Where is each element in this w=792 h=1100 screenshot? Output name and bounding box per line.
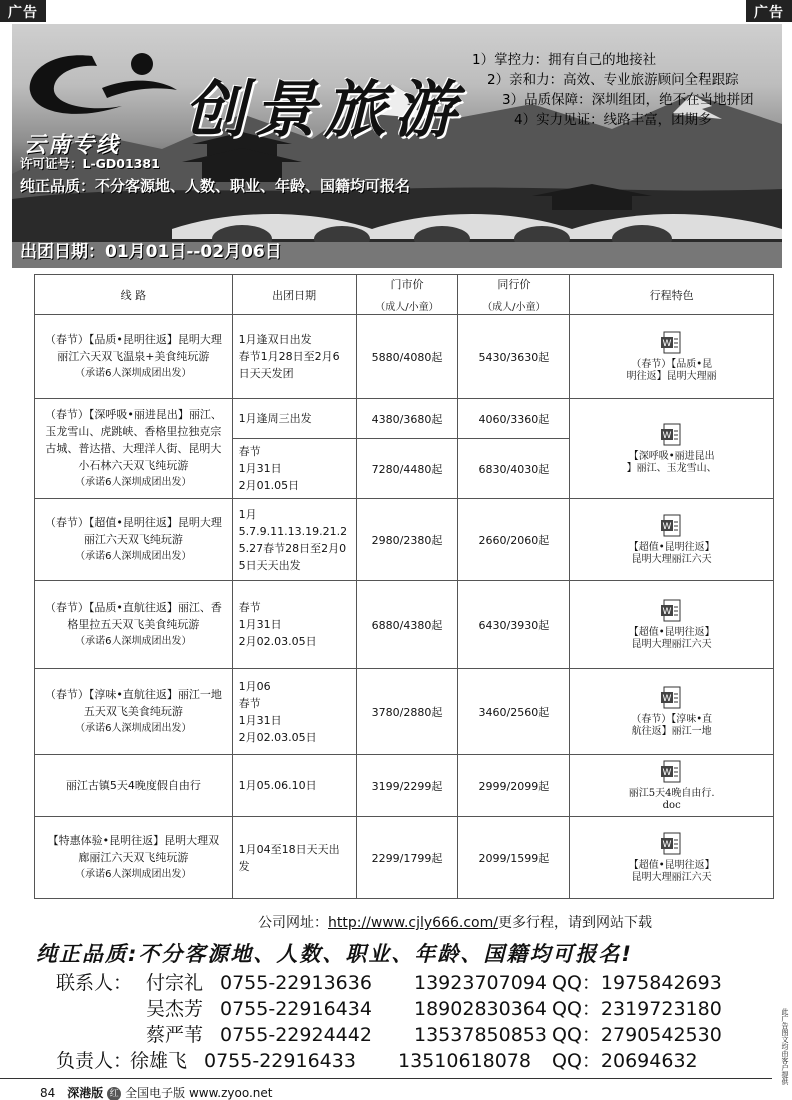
date-cell: 1月06 春节 1月31日 2月02.03.05日 bbox=[232, 669, 356, 755]
contact-qq: QQ：20694632 bbox=[552, 1050, 698, 1072]
features-list bbox=[452, 50, 782, 130]
feature-cell bbox=[570, 399, 774, 499]
peer-price-cell: 2099/1599起 bbox=[458, 817, 570, 899]
ad-label-right: 广告 bbox=[746, 0, 792, 22]
table-row bbox=[35, 669, 774, 755]
route-name: （春节）【深呼吸•丽进昆出】丽江、玉龙雪山、虎跳峡、香格里拉独克宗古城、普达措、大理洋人街、昆明大小石林六天双飞纯玩游 bbox=[44, 408, 222, 472]
header-price bbox=[356, 275, 458, 315]
company-logo bbox=[22, 46, 182, 126]
route-name: （春节）【超值•昆明往返】昆明大理丽江六天双飞纯玩游 bbox=[44, 516, 222, 546]
brand-title: 创景旅游 bbox=[184, 73, 465, 146]
header-price-sub: （成人/小童） bbox=[375, 302, 439, 313]
site-label: 全国电子版 www.zyoo.net bbox=[125, 1086, 273, 1100]
route-note: （承诺6人深圳成团出发） bbox=[75, 636, 192, 647]
contact-qq: QQ：1975842693 bbox=[552, 972, 722, 994]
date-cell: 1月逢双日出发 春节1月28日至2月6日天天发团 bbox=[232, 315, 356, 399]
route-name: （春节）【品质•昆明往返】昆明大理丽江六天双飞温泉+美食纯玩游 bbox=[44, 333, 222, 363]
table-row bbox=[35, 817, 774, 899]
contact-phone: 0755-22916433 bbox=[204, 1050, 356, 1072]
header-route: 线 路 bbox=[35, 275, 233, 315]
page-number: 84 bbox=[40, 1086, 56, 1100]
edition-badge: 红 bbox=[107, 1087, 121, 1100]
route-note: （承诺6人深圳成团出发） bbox=[75, 869, 192, 880]
contact-mobile: 13923707094 bbox=[414, 972, 547, 994]
route-cell bbox=[35, 499, 233, 581]
feature-text: （春节）【品质•昆 明往返】昆明大理丽 bbox=[626, 358, 717, 382]
route-note: （承诺6人深圳成团出发） bbox=[75, 551, 192, 562]
feature-text: 丽江5天4晚自由行. doc bbox=[628, 787, 715, 811]
route-note: （承诺6人深圳成团出发） bbox=[75, 477, 192, 488]
contact-name: 付宗礼 bbox=[146, 972, 204, 994]
feature-item: 4）实力见证：线路丰富，团期多 bbox=[514, 112, 712, 128]
header-peer-label: 同行价 bbox=[497, 278, 531, 291]
ad-label-left: 广告 bbox=[0, 0, 46, 22]
price-cell: 7280/4480起 bbox=[356, 439, 458, 499]
word-document-icon[interactable] bbox=[661, 331, 683, 355]
edition-label: 深港版 bbox=[67, 1086, 104, 1100]
header-peer bbox=[458, 275, 570, 315]
route-cell bbox=[35, 315, 233, 399]
website-link[interactable]: http://www.cjly666.com/ bbox=[328, 915, 498, 931]
route-cell bbox=[35, 399, 233, 499]
table-row bbox=[35, 499, 774, 581]
route-cell bbox=[35, 669, 233, 755]
header-peer-sub: （成人/小童） bbox=[482, 302, 546, 313]
route-name: 丽江古镇5天4晚度假自由行 bbox=[65, 779, 201, 792]
svg-text:W: W bbox=[662, 693, 672, 704]
contact-row bbox=[56, 996, 756, 1022]
table-header-row bbox=[35, 275, 774, 315]
website-line bbox=[258, 912, 652, 932]
peer-price-cell: 6830/4030起 bbox=[458, 439, 570, 499]
table-row bbox=[35, 315, 774, 399]
contact-phone: 0755-22924442 bbox=[220, 1024, 372, 1046]
contact-name: 徐雄飞 bbox=[130, 1050, 188, 1072]
feature-text: 【超值•昆明往返】 昆明大理丽江六天 bbox=[628, 541, 715, 565]
word-document-icon[interactable] bbox=[661, 832, 683, 856]
footer bbox=[40, 1084, 272, 1100]
departure-dates: 出团日期：01月01日--02月06日 bbox=[20, 242, 282, 262]
table-row bbox=[35, 399, 774, 439]
footer-divider bbox=[0, 1078, 772, 1079]
route-cell bbox=[35, 755, 233, 817]
header-feature: 行程特色 bbox=[570, 275, 774, 315]
contact-mobile: 13537850853 bbox=[414, 1024, 547, 1046]
feature-cell bbox=[570, 755, 774, 817]
feature-cell bbox=[570, 315, 774, 399]
word-document-icon[interactable] bbox=[661, 514, 683, 538]
route-name: （春节）【品质•直航往返】丽江、香格里拉五天双飞美食纯玩游 bbox=[44, 601, 222, 631]
feature-text: 【深呼吸•丽进昆出 】丽江、玉龙雪山、 bbox=[626, 450, 717, 474]
feature-cell bbox=[570, 817, 774, 899]
route-cell bbox=[35, 581, 233, 669]
table-row bbox=[35, 755, 774, 817]
svg-text:W: W bbox=[662, 521, 672, 532]
contact-role: 联系人： bbox=[56, 972, 133, 994]
table-row bbox=[35, 581, 774, 669]
peer-price-cell: 2660/2060起 bbox=[458, 499, 570, 581]
price-cell: 3780/2880起 bbox=[356, 669, 458, 755]
website-suffix: 更多行程，请到网站下载 bbox=[497, 915, 652, 931]
routes-table bbox=[34, 274, 774, 899]
svg-text:W: W bbox=[662, 430, 672, 441]
route-cell bbox=[35, 817, 233, 899]
contact-phone: 0755-22916434 bbox=[220, 998, 372, 1020]
banner bbox=[12, 24, 782, 268]
feature-text: （春节）【淳味•直 航往返】丽江一地 bbox=[631, 713, 713, 737]
peer-price-cell: 3460/2560起 bbox=[458, 669, 570, 755]
svg-text:W: W bbox=[662, 606, 672, 617]
route-name: （春节）【淳味•直航往返】丽江一地五天双飞美食纯玩游 bbox=[44, 688, 222, 718]
feature-text: 【超值•昆明往返】 昆明大理丽江六天 bbox=[628, 626, 715, 650]
date-cell: 1月05.06.10日 bbox=[232, 755, 356, 817]
license-number: 许可证号：L-GD01381 bbox=[20, 156, 160, 171]
peer-price-cell: 2999/2099起 bbox=[458, 755, 570, 817]
date-cell: 春节 1月31日 2月02.03.05日 bbox=[232, 581, 356, 669]
price-cell: 4380/3680起 bbox=[356, 399, 458, 439]
contact-name: 蔡严苇 bbox=[146, 1024, 204, 1046]
contacts-list bbox=[56, 970, 756, 1074]
price-cell: 2299/1799起 bbox=[356, 817, 458, 899]
peer-price-cell: 4060/3360起 bbox=[458, 399, 570, 439]
feature-cell bbox=[570, 669, 774, 755]
svg-text:W: W bbox=[662, 767, 672, 778]
date-cell: 1月 5.7.9.11.13.19.21.25.27春节28日至2月05日天天出发 bbox=[232, 499, 356, 581]
feature-cell bbox=[570, 499, 774, 581]
route-name: 【特惠体验•昆明往返】昆明大理双廊丽江六天双飞纯玩游 bbox=[47, 834, 220, 864]
contact-row-manager bbox=[56, 1048, 756, 1074]
contact-mobile: 18902830364 bbox=[414, 998, 547, 1020]
banner-slogan: 纯正品质：不分客源地、人数、职业、年龄、国籍均可报名 bbox=[20, 177, 411, 195]
word-document-icon[interactable] bbox=[661, 599, 683, 623]
peer-price-cell: 6430/3930起 bbox=[458, 581, 570, 669]
side-note: 此广告图文均由客户提供 bbox=[781, 1008, 789, 1085]
route-note: （承诺6人深圳成团出发） bbox=[75, 723, 192, 734]
price-cell: 2980/2380起 bbox=[356, 499, 458, 581]
contact-role: 负责人： bbox=[56, 1050, 133, 1072]
website-label: 公司网址： bbox=[258, 915, 328, 931]
word-document-icon[interactable] bbox=[661, 686, 683, 710]
route-note: （承诺6人深圳成团出发） bbox=[75, 368, 192, 379]
price-cell: 3199/2299起 bbox=[356, 755, 458, 817]
feature-cell bbox=[570, 581, 774, 669]
peer-price-cell: 5430/3630起 bbox=[458, 315, 570, 399]
feature-item: 3）品质保障：深圳组团，绝不在当地拼团 bbox=[502, 92, 754, 108]
contact-qq: QQ：2319723180 bbox=[552, 998, 722, 1020]
word-document-icon[interactable] bbox=[661, 760, 683, 784]
price-cell: 6880/4380起 bbox=[356, 581, 458, 669]
header-date: 出团日期 bbox=[232, 275, 356, 315]
svg-text:W: W bbox=[662, 839, 672, 850]
contact-name: 吴杰芳 bbox=[146, 998, 204, 1020]
slogan: 纯正品质:不分客源地、人数、职业、年龄、国籍均可报名! bbox=[36, 942, 633, 966]
contact-row bbox=[56, 970, 756, 996]
date-cell: 1月逢周三出发 bbox=[232, 399, 356, 439]
feature-item: 2）亲和力：高效、专业旅游顾问全程跟踪 bbox=[487, 72, 739, 88]
price-cell: 5880/4080起 bbox=[356, 315, 458, 399]
contact-qq: QQ：2790542530 bbox=[552, 1024, 722, 1046]
contact-phone: 0755-22913636 bbox=[220, 972, 372, 994]
svg-text:W: W bbox=[662, 338, 672, 349]
feature-text: 【超值•昆明往返】 昆明大理丽江六天 bbox=[628, 859, 715, 883]
subtitle: 云南专线 bbox=[24, 133, 121, 158]
date-cell: 春节 1月31日 2月01.05日 bbox=[232, 439, 356, 499]
contact-row bbox=[56, 1022, 756, 1048]
header-price-label: 门市价 bbox=[390, 278, 424, 291]
word-document-icon[interactable] bbox=[661, 423, 683, 447]
contact-mobile: 13510618078 bbox=[398, 1050, 531, 1072]
feature-item: 1）掌控力：拥有自己的地接社 bbox=[472, 52, 657, 68]
date-cell: 1月04至18日天天出发 bbox=[232, 817, 356, 899]
